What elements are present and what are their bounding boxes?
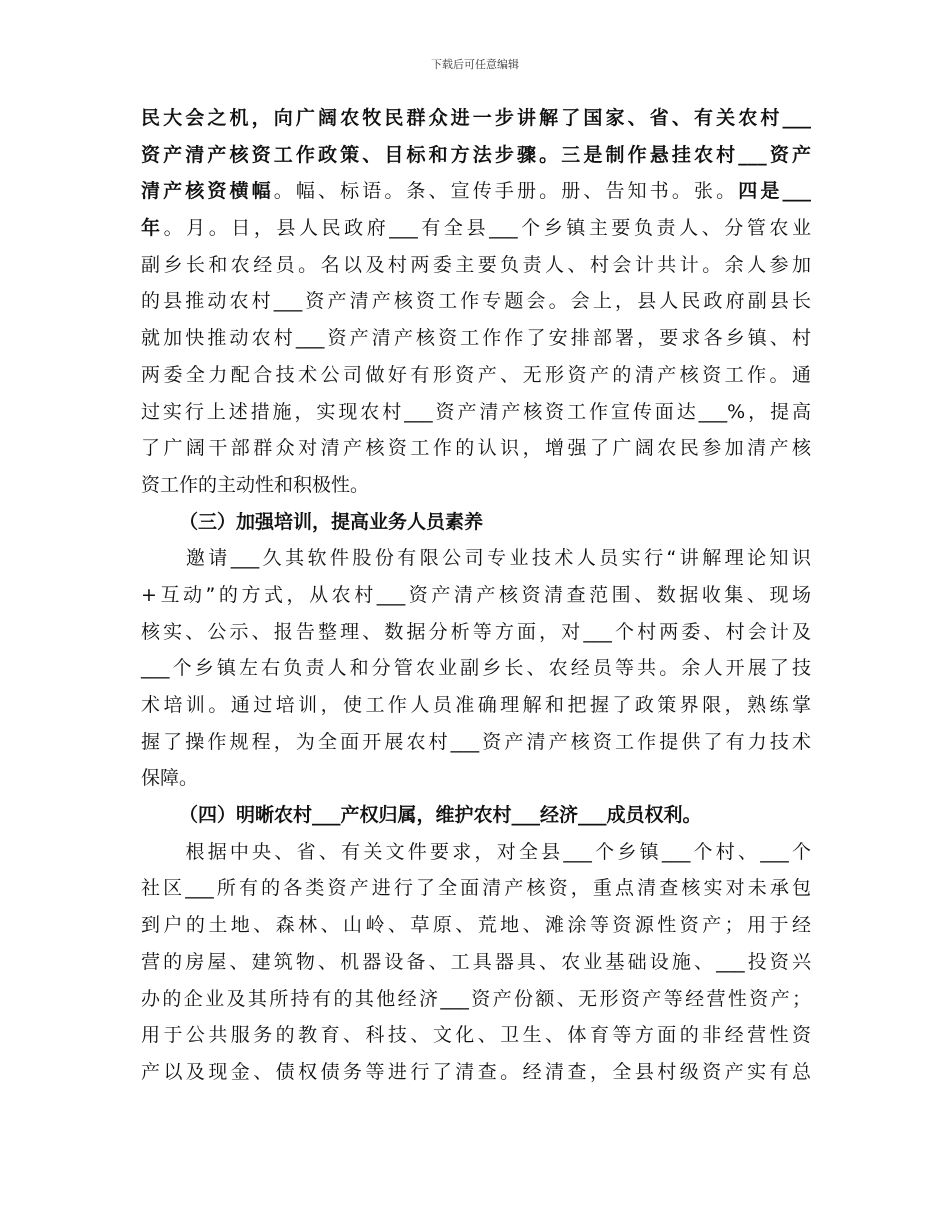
section-heading: （三）加强培训，提高业务人员素养 [179, 510, 484, 533]
page-header: 下载后可任意编辑 [431, 58, 519, 71]
text-line: 就加快推动农村___资产清产核资工作作了安排部署，要求各乡镇、村 [141, 327, 811, 350]
text-line: 社区___所有的各类资产进行了全面清产核资，重点清查核实对未承包 [141, 877, 811, 900]
text-line: 民大会之机，向广阔农牧民群众进一步讲解了国家、省、有关农村___ [141, 107, 811, 129]
text-line: 产以及现金、债权债务等进行了清查。经清查，全县村级资产实有总 [141, 1060, 811, 1083]
text-line: 过实行上述措施，实现农村___资产清产核资工作宣传面达___%，提高 [141, 400, 811, 423]
text-line: 两委全力配合技术公司做好有形资产、无形资产的清产核资工作。通 [141, 363, 811, 386]
text-line: 术培训。通过培训，使工作人员准确理解和把握了政策界限，熟练掌 [141, 694, 811, 716]
text-line: 资工作的主动性和积极性。 [141, 473, 370, 496]
text-line: 副乡长和农经员。名以及村两委主要负责人、村会计共计。余人参加 [141, 253, 811, 276]
text-line: 握了操作规程，为全面开展农村___资产清产核资工作提供了有力技术 [141, 730, 811, 753]
text-line: 的县推动农村___资产清产核资工作专题会。会上，县人民政府副县长 [141, 290, 811, 313]
text-line: 营的房屋、建筑物、机器设备、工具器具、农业基础设施、___投资兴 [141, 950, 811, 973]
text-line: 到户的土地、森林、山岭、草原、荒地、滩涂等资源性资产；用于经 [141, 914, 811, 937]
document-body [141, 100, 811, 1091]
text-line: +互动”的方式，从农村___资产清产核资清查范围、数据收集、现场 [141, 583, 811, 606]
text-line: ___个乡镇左右负责人和分管农业副乡长、农经员等共。余人开展了技 [141, 657, 811, 680]
text-line: 根据中央、省、有关文件要求，对全县___个乡镇___个村、___个 [141, 840, 811, 863]
text-line: 办的企业及其所持有的其他经济___资产份额、无形资产等经营性资产； [141, 987, 811, 1010]
text-line: 用于公共服务的教育、科技、文化、卫生、体育等方面的非经营性资 [141, 1024, 811, 1047]
section-heading: （四）明晰农村___产权归属，维护农村___经济___成员权利。 [179, 804, 702, 827]
text-line: 年。月。日，县人民政府___有全县___个乡镇主要负责人、分管农业 [141, 217, 811, 240]
text-line: 保障。 [141, 767, 199, 790]
text-line: 资产清产核资工作政策、目标和方法步骤。三是制作悬挂农村___资产 [141, 143, 811, 166]
text-line: 了广阔干部群众对清产核资工作的认识，增强了广阔农民参加清产核 [141, 437, 811, 460]
text-line: 核实、公示、报告整理、数据分析等方面，对___个村两委、村会计及 [141, 620, 811, 643]
text-line: 清产核资横幅。幅、标语。条、宣传手册。册、告知书。张。四是___ [141, 180, 811, 203]
text-line: 邀请___久其软件股份有限公司专业技术人员实行“讲解理论知识 [141, 547, 811, 570]
